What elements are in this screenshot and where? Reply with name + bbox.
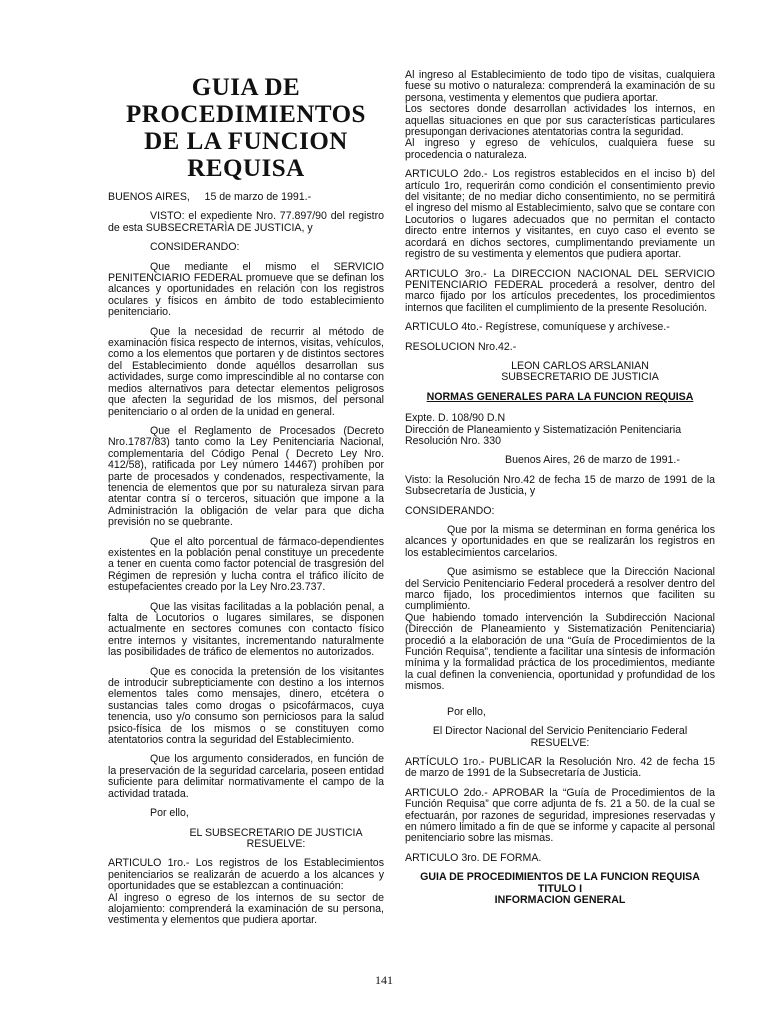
article-3: ARTICULO 3ro.- La DIRECCION NACIONAL DEL SERVICIO PENITENCIARIO FEDERAL procederá a resolver, dentro del marco fijado por los artículos precedentes, los procedimientos internos que faciliten el cumplimiento de la presente Resolución. (405, 267, 715, 314)
article-1-item: Al ingreso o egreso de los internos de su sector de alojamiento: comprenderá la examinación de su persona, vestimenta y elementos que pudiera aportar. (108, 891, 384, 927)
resolution-number: RESOLUCION Nro.42.- (405, 340, 517, 353)
resuelve-heading: RESUELVE: (246, 837, 306, 850)
paragraph: Que el alto porcentual de fármaco-dependientes existentes en la población penal constituye un precedente a tener en cuenta como factor potencial de trasgresión del Régimen de represión y lucha contra el tráfico ilícito de estupefacientes creado por la Ley Nro.23.737. (108, 535, 384, 594)
titulo-heading: TITULO I (537, 882, 583, 895)
paragraph: Que los argumento considerados, en función de la preservación de la seguridad carcelaria, poseen entidad suficiente para delimitar normativamente el campo de la actividad tratada. (108, 753, 384, 800)
paragraph: Al ingreso al Establecimiento de todo tipo de visitas, cualquiera fuese su motivo o naturaleza: comprenderá la examinación de su persona, vestimenta y elementos que pudiera aportar. (405, 69, 715, 104)
date-line: BUENOS AIRES, 15 de marzo de 1991.- (108, 191, 312, 203)
por-ello: Por ello, (447, 705, 486, 718)
article-3: ARTICULO 3ro. DE FORMA. (405, 851, 542, 864)
por-ello: Por ello, (150, 807, 189, 820)
paragraph: Los sectores donde desarrollan actividades los internos, en aquellas situaciones en que por sus características particulares presupongan derivaciones atentatorias contra la seguridad. (405, 103, 715, 139)
paragraph: Que mediante el mismo el SERVICIO PENITENCIARIO FEDERAL promueve que se definan los alcances y oportunidades en relación con los registros oculares y físicos en ámbito de todo establecimiento penitenciario. (108, 260, 384, 319)
section-heading: NORMAS GENERALES PARA LA FUNCION REQUISA (426, 390, 694, 403)
guide-heading: GUIA DE PROCEDIMIENTOS DE LA FUNCION REQUISA (420, 871, 700, 884)
paragraph: Que el Reglamento de Procesados (Decreto Nro.1787/83) tanto como la Ley Penitenciaria Nacional, complementaria del Código Penal ( Decreto Ley Nro. 412/58), ratificada por Ley número 14467) prohíben por parte de procesados y condenados, respectivamente, la tenencia de elementos que por su naturaleza sirvan para atentar contra sí o terceros, situación que impone a la Administración la obligación de velar para que dicha previsión no se quebrante. (108, 424, 384, 529)
signatory-name: LEON CARLOS ARSLANIAN (511, 359, 649, 372)
visto-paragraph: VISTO: el expediente Nro. 77.897/90 del registro de esta SUBSECRETARÌA DE JUSTICIA, y (108, 210, 384, 234)
resuelve-heading: RESUELVE: (530, 736, 590, 749)
subsecretario-heading: EL SUBSECRETARIO DE JUSTICIA (189, 826, 363, 839)
article-2: ARTICULO 2do.- Los registros establecidos en el inciso b) del artículo 1ro, requerirán como condición el consentimiento previo del visitante; de no mediar dicho consentimiento, no se permitirá el ingreso del mismo al Establecimiento, salvo que se contare con Locutorios o lugares adecuados que no permitan el contacto directo entre internos y visitantes, en cuyo caso el evento se acordará en dichos sectores, cumplimentando previamente un registro de su vestimenta y elementos que pudiera aportar. (405, 168, 715, 261)
paragraph: Que asimismo se establece que la Dirección Nacional del Servicio Penitenciario Federal procederá a resolver dentro del marco fijado, los procedimientos internos que faciliten su cumplimiento. (405, 566, 715, 613)
considerando-heading: CONSIDERANDO: (405, 504, 495, 517)
date-line: Buenos Aires, 26 de marzo de 1991.- (505, 454, 680, 467)
left-column (108, 70, 384, 935)
page-number: 141 (375, 973, 393, 987)
paragraph: Que las visitas facilitadas a la población penal, a falta de Locutorios o lugares similares, se disponen actualmente en sectores comunes con contacto físico entre internos y visitantes, incrementando naturalmente las posibilidades de tráfico de elementos no autorizados. (108, 600, 384, 659)
article-2: ARTICULO 2do.- APROBAR la “Guía de Procedimientos de la Función Requisa” que corre adjunta de fs. 21 a 50. de la cual se efectuarán, por razones de seguridad, impresiones reservadas y en número limitado a fin de que se informe y capacite al personal penitenciario sobre las mismas. (405, 786, 715, 845)
info-heading: INFORMACION GENERAL (494, 893, 626, 906)
paragraph: Que por la misma se determinan en forma genérica los alcances y oportunidades en que se realizarán los registros en los establecimientos carcelarios. (405, 524, 715, 559)
paragraph: Que la necesidad de recurrir al método de examinación física respecto de internos, visitas, vehículos, como a los elementos que portaren y de distintos sectores del Establecimiento donde aquéllos desarrollan sus actividades, surge como imprescindible al no contarse con medios alternativos para detectar elementos peligrosos que afecten la seguridad de los mismos, del personal penitenciario o al orden de la unidad en general. (108, 325, 384, 418)
right-column (405, 70, 715, 906)
document-title: GUIA DE PROCEDIMIENTOS DE LA FUNCION REQUISA (126, 74, 366, 182)
paragraph: Que habiendo tomado intervención la Subdirección Nacional (Dirección de Planeamiento y Sistematización Penitenciaria) procedió a la elaboración de una “Guía de Procedimientos de la Función Requisa”, tendiente a facilitar una síntesis de información mínima y la formalidad práctica de los procedimientos, mediante la cual definen la conveniencia, oportunidad y profundidad de los mismos. (405, 611, 715, 693)
article-1: ARTICULO 1ro.- Los registros de los Establecimientos penitenciarios se realizarán de acuerdo a los alcances y oportunidades que se establezcan a continuación: (108, 857, 384, 893)
considerando-heading: CONSIDERANDO: (150, 241, 240, 254)
expediente-line: Dirección de Planeamiento y Sistematización Penitenciaria (405, 423, 682, 436)
article-1: ARTÍCULO 1ro.- PUBLICAR la Resolución Nro. 42 de fecha 15 de marzo de 1991 de la Subsecretaría de Justicia. (405, 755, 715, 780)
expediente-line: Expte. D. 108/90 D.N (405, 412, 506, 425)
paragraph: Al ingreso y egreso de vehículos, cualquiera fuese su procedencia o naturaleza. (405, 137, 715, 161)
visto-paragraph: Visto: la Resolución Nro.42 de fecha 15 de marzo de 1991 de la Subsecretaría de Justicia, y (405, 473, 715, 498)
expediente-line: Resolución Nro. 330 (405, 434, 501, 447)
signatory-title: SUBSECRETARIO DE JUSTICIA (501, 371, 659, 384)
director-heading: El Director Nacional del Servicio Penitenciario Federal (432, 725, 688, 738)
paragraph: Que es conocida la pretensión de los visitantes de introducir subrepticiamente con destino a los internos elementos tales como mensajes, dinero, etcétera o sustancias tales como drogas o psicofármacos, cuya tenencia, uso y/o consumo son perniciosos para la salud psico-física de los mismos o se constituyen como atentatorios contra la seguridad del Establecimiento. (108, 665, 384, 747)
article-4: ARTICULO 4to.- Regístrese, comuníquese y archívese.- (405, 321, 670, 334)
